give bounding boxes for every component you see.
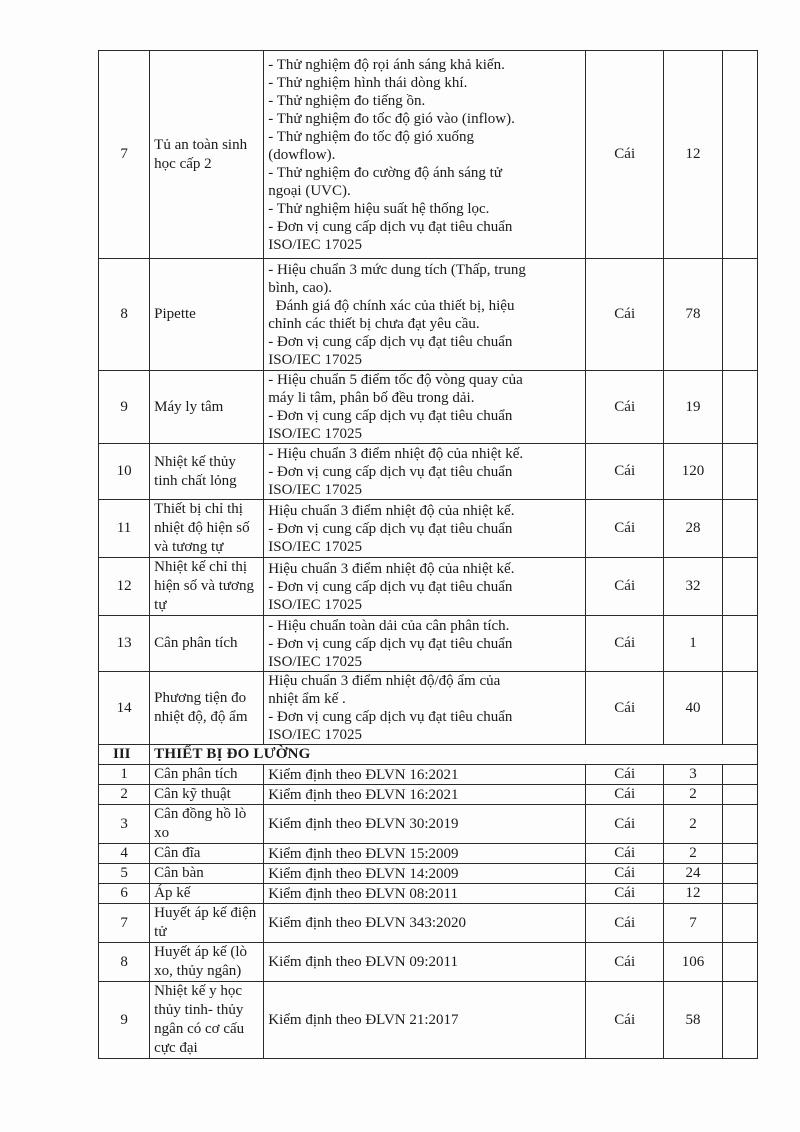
table-row	[99, 884, 758, 904]
calibration-rows	[99, 51, 758, 745]
table-row	[99, 500, 758, 558]
unit-cell: Cái	[586, 765, 664, 785]
equipment-name: Áp kế	[150, 884, 264, 904]
description-line: - Thử nghiệm hình thái dòng khí.	[268, 74, 468, 91]
description-line: - Thử nghiệm đo tốc độ gió vào (inflow).	[268, 110, 515, 127]
measurement-rows	[99, 765, 758, 1059]
row-number: 13	[99, 616, 150, 672]
quantity-cell: 106	[664, 943, 723, 982]
table-row	[99, 51, 758, 259]
quantity-cell: 58	[664, 982, 723, 1059]
equipment-name: Phương tiện đo nhiệt độ, độ ẩm	[150, 672, 264, 745]
description-line: ngoại (UVC).	[268, 182, 351, 199]
quantity-cell: 24	[664, 864, 723, 884]
note-cell	[722, 805, 757, 844]
note-cell	[722, 444, 757, 500]
description-line: Hiệu chuẩn 3 điểm nhiệt độ của nhiệt kế.	[268, 560, 515, 577]
requirement-description: Kiểm định theo ĐLVN 21:2017	[264, 982, 586, 1059]
note-cell	[722, 765, 757, 785]
quantity-cell: 12	[664, 51, 723, 259]
requirement-description	[264, 371, 586, 444]
description-line: ISO/IEC 17025	[268, 236, 363, 253]
description-line: - Đơn vị cung cấp dịch vụ đạt tiêu chuẩn	[268, 709, 513, 725]
row-number: 7	[99, 904, 150, 943]
quantity-cell: 78	[664, 259, 723, 371]
equipment-name: Cân đồng hồ lò xo	[150, 805, 264, 844]
row-number: 8	[99, 943, 150, 982]
description-line: ISO/IEC 17025	[268, 727, 363, 743]
section-title: THIẾT BỊ ĐO LƯỜNG	[150, 745, 758, 765]
quantity-cell: 19	[664, 371, 723, 444]
equipment-name: Pipette	[150, 259, 264, 371]
quantity-cell: 7	[664, 904, 723, 943]
description-line: - Hiệu chuẩn 3 mức dung tích (Thấp, trung	[268, 261, 526, 278]
requirement-description: Kiểm định theo ĐLVN 16:2021	[264, 785, 586, 805]
note-cell	[722, 864, 757, 884]
table-row	[99, 844, 758, 864]
note-cell	[722, 844, 757, 864]
row-number: 14	[99, 672, 150, 745]
row-number: 1	[99, 765, 150, 785]
table-row	[99, 864, 758, 884]
equipment-name: Huyết áp kế (lò xo, thủy ngân)	[150, 943, 264, 982]
requirement-description: Kiểm định theo ĐLVN 30:2019	[264, 805, 586, 844]
equipment-name: Thiết bị chỉ thị nhiệt độ hiện số và tương tự	[150, 500, 264, 558]
note-cell	[722, 500, 757, 558]
description-line: Hiệu chuẩn 3 điểm nhiệt độ của nhiệt kế.	[268, 502, 515, 519]
description-line: - Đơn vị cung cấp dịch vụ đạt tiêu chuẩn	[268, 463, 513, 480]
unit-cell: Cái	[586, 805, 664, 844]
requirement-description	[264, 672, 586, 745]
table-row	[99, 371, 758, 444]
table-row	[99, 805, 758, 844]
requirement-description	[264, 558, 586, 616]
description-line: - Đơn vị cung cấp dịch vụ đạt tiêu chuẩn	[268, 578, 513, 595]
requirement-description	[264, 616, 586, 672]
unit-cell: Cái	[586, 259, 664, 371]
description-line: ISO/IEC 17025	[268, 481, 363, 498]
table-row	[99, 765, 758, 785]
unit-cell: Cái	[586, 616, 664, 672]
description-line: - Thử nghiệm hiệu suất hệ thống lọc.	[268, 200, 490, 217]
description-line: - Đơn vị cung cấp dịch vụ đạt tiêu chuẩn	[268, 218, 513, 235]
unit-cell: Cái	[586, 864, 664, 884]
description-line: - Hiệu chuẩn toàn dải của cân phân tích.	[268, 617, 510, 634]
description-line: - Hiệu chuẩn 3 điểm nhiệt độ của nhiệt kế.	[268, 445, 524, 462]
equipment-name: Nhiệt kế y học thủy tinh- thủy ngân có cơ cấu cực đại	[150, 982, 264, 1059]
description-line: - Thử nghiệm đo tốc độ gió xuống	[268, 128, 475, 145]
requirement-description: Kiểm định theo ĐLVN 08:2011	[264, 884, 586, 904]
description-line: - Thử nghiệm đo cường độ ánh sáng tử	[268, 164, 502, 181]
requirement-description	[264, 444, 586, 500]
description-line: ISO/IEC 17025	[268, 596, 363, 613]
unit-cell: Cái	[586, 943, 664, 982]
requirement-description	[264, 51, 586, 259]
unit-cell: Cái	[586, 982, 664, 1059]
description-line: - Thử nghiệm đo tiếng ồn.	[268, 92, 426, 109]
description-line: - Đơn vị cung cấp dịch vụ đạt tiêu chuẩn	[268, 333, 513, 350]
unit-cell: Cái	[586, 904, 664, 943]
description-line: chỉnh các thiết bị chưa đạt yêu cầu.	[268, 315, 480, 332]
equipment-name: Máy ly tâm	[150, 371, 264, 444]
quantity-cell: 28	[664, 500, 723, 558]
equipment-name: Huyết áp kế điện tử	[150, 904, 264, 943]
unit-cell: Cái	[586, 500, 664, 558]
row-number: 6	[99, 884, 150, 904]
requirement-description: Kiểm định theo ĐLVN 16:2021	[264, 765, 586, 785]
table-row	[99, 558, 758, 616]
description-line: (dowflow).	[268, 146, 336, 163]
unit-cell: Cái	[586, 785, 664, 805]
note-cell	[722, 371, 757, 444]
note-cell	[722, 904, 757, 943]
quantity-cell: 3	[664, 765, 723, 785]
row-number: 9	[99, 982, 150, 1059]
description-line: nhiệt ẩm kế .	[268, 691, 346, 707]
table-row	[99, 943, 758, 982]
row-number: 12	[99, 558, 150, 616]
description-line: ISO/IEC 17025	[268, 426, 363, 442]
requirement-description	[264, 500, 586, 558]
quantity-cell: 1	[664, 616, 723, 672]
description-line: Hiệu chuẩn 3 điểm nhiệt độ/độ ẩm của	[268, 673, 501, 689]
description-line: ISO/IEC 17025	[268, 653, 363, 670]
row-number: 2	[99, 785, 150, 805]
description-line: ISO/IEC 17025	[268, 538, 363, 555]
description-line: máy li tâm, phân bố đều trong dải.	[268, 390, 475, 406]
section-header	[99, 745, 758, 765]
equipment-name: Cân phân tích	[150, 765, 264, 785]
equipment-name: Cân đĩa	[150, 844, 264, 864]
row-number: 11	[99, 500, 150, 558]
requirement-description: Kiểm định theo ĐLVN 15:2009	[264, 844, 586, 864]
description-line: - Đơn vị cung cấp dịch vụ đạt tiêu chuẩn	[268, 635, 513, 652]
table-row	[99, 444, 758, 500]
unit-cell: Cái	[586, 444, 664, 500]
requirement-description: Kiểm định theo ĐLVN 343:2020	[264, 904, 586, 943]
description-line: - Hiệu chuẩn 5 điểm tốc độ vòng quay của	[268, 372, 523, 388]
table-row	[99, 672, 758, 745]
unit-cell: Cái	[586, 51, 664, 259]
equipment-table	[98, 50, 758, 1059]
unit-cell: Cái	[586, 884, 664, 904]
description-line: - Thử nghiệm độ rọi ánh sáng khả kiến.	[268, 56, 505, 73]
note-cell	[722, 259, 757, 371]
quantity-cell: 2	[664, 785, 723, 805]
note-cell	[722, 884, 757, 904]
table-row	[99, 616, 758, 672]
quantity-cell: 2	[664, 844, 723, 864]
requirement-description: Kiểm định theo ĐLVN 09:2011	[264, 943, 586, 982]
equipment-name: Tủ an toàn sinh học cấp 2	[150, 51, 264, 259]
row-number: 4	[99, 844, 150, 864]
table-row	[99, 259, 758, 371]
note-cell	[722, 785, 757, 805]
requirement-description: Kiểm định theo ĐLVN 14:2009	[264, 864, 586, 884]
description-line: - Đơn vị cung cấp dịch vụ đạt tiêu chuẩn	[268, 408, 513, 424]
row-number: 10	[99, 444, 150, 500]
unit-cell: Cái	[586, 672, 664, 745]
section-number: III	[99, 745, 150, 765]
note-cell	[722, 943, 757, 982]
note-cell	[722, 51, 757, 259]
table-row	[99, 785, 758, 805]
description-line: Đánh giá độ chính xác của thiết bị, hiệu	[268, 297, 515, 314]
equipment-name: Nhiệt kế chỉ thị hiện số và tương tự	[150, 558, 264, 616]
equipment-name: Cân phân tích	[150, 616, 264, 672]
quantity-cell: 12	[664, 884, 723, 904]
note-cell	[722, 672, 757, 745]
quantity-cell: 40	[664, 672, 723, 745]
note-cell	[722, 558, 757, 616]
quantity-cell: 120	[664, 444, 723, 500]
requirement-description	[264, 259, 586, 371]
description-line: bình, cao).	[268, 279, 332, 296]
table-row	[99, 982, 758, 1059]
equipment-name: Nhiệt kế thủy tinh chất lỏng	[150, 444, 264, 500]
row-number: 9	[99, 371, 150, 444]
quantity-cell: 2	[664, 805, 723, 844]
row-number: 3	[99, 805, 150, 844]
row-number: 7	[99, 51, 150, 259]
table-row	[99, 904, 758, 943]
section-row	[99, 745, 758, 765]
row-number: 8	[99, 259, 150, 371]
equipment-name: Cân bàn	[150, 864, 264, 884]
description-line: - Đơn vị cung cấp dịch vụ đạt tiêu chuẩn	[268, 520, 513, 537]
unit-cell: Cái	[586, 371, 664, 444]
unit-cell: Cái	[586, 844, 664, 864]
note-cell	[722, 616, 757, 672]
quantity-cell: 32	[664, 558, 723, 616]
equipment-name: Cân kỹ thuật	[150, 785, 264, 805]
note-cell	[722, 982, 757, 1059]
row-number: 5	[99, 864, 150, 884]
unit-cell: Cái	[586, 558, 664, 616]
description-line: ISO/IEC 17025	[268, 351, 363, 368]
